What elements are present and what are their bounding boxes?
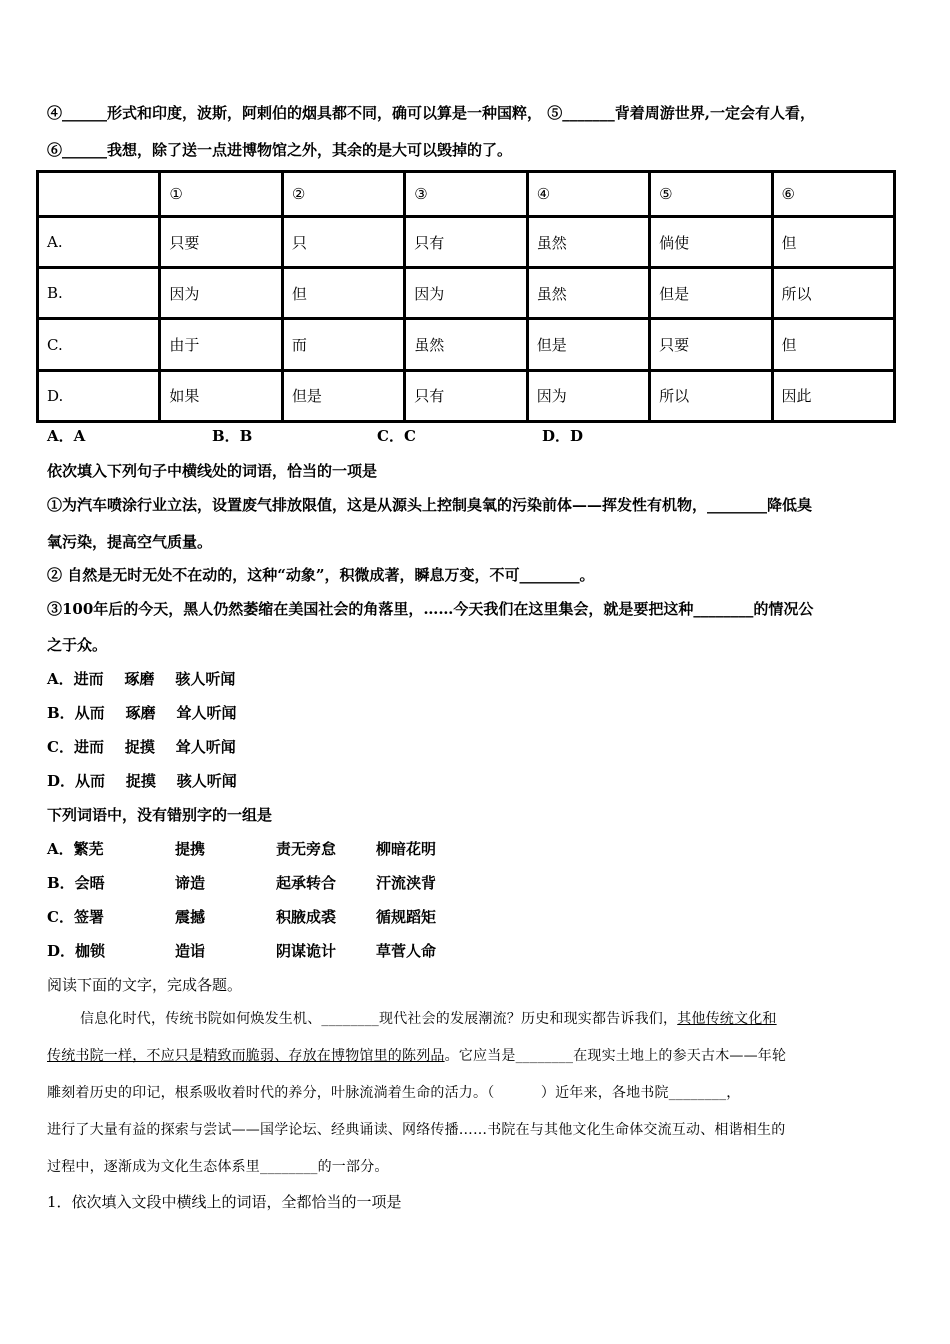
table-cell: ④	[527, 172, 649, 217]
fill-sentence-3b: 之于众。	[47, 636, 108, 654]
table-cell: ⑤	[650, 172, 772, 217]
table-cell: 只要	[160, 216, 282, 267]
fill-option-a[interactable]: A．进而 琢磨 骇人听闻	[47, 670, 236, 688]
fill-option-c[interactable]: C．进而 捉摸 耸人听闻	[47, 738, 236, 756]
table-row	[38, 268, 895, 319]
table-row	[38, 216, 895, 267]
word: A．繁芜	[47, 840, 104, 858]
table-cell: 因为	[405, 268, 527, 319]
word: 积腋成裘	[276, 908, 337, 926]
fill-option-b[interactable]: B．从而 琢磨 耸人听闻	[47, 704, 237, 722]
word: 提携	[175, 840, 206, 858]
word: 起承转合	[276, 874, 337, 892]
table-header-row	[38, 172, 895, 217]
word: 阴谋诡计	[276, 942, 337, 960]
table-cell: D.	[38, 370, 160, 421]
table-cell: 但是	[527, 319, 649, 370]
word: 柳暗花明	[376, 840, 437, 858]
table-cell: 因为	[527, 370, 649, 421]
word: 汗流浃背	[376, 874, 437, 892]
table-cell: 虽然	[405, 319, 527, 370]
table-cell: 但	[282, 268, 404, 319]
fill-sentence-1a: ①为汽车喷涂行业立法，设置废气排放限值，这是从源头上控制臭氧的污染前体——挥发性有机物，________降低臭	[47, 496, 813, 514]
table-cell: 如果	[160, 370, 282, 421]
passage-line-2	[47, 1046, 786, 1066]
word: 谛造	[175, 874, 206, 892]
table-cell: ①	[160, 172, 282, 217]
word: B．会晤	[47, 874, 105, 892]
fill-sentence-2: ② 自然是无时无处不在动的，这种“动象”，积微成著，瞬息万变，不可________。	[47, 566, 595, 584]
word: 草菅人命	[376, 942, 437, 960]
table-cell: 倘使	[650, 216, 772, 267]
passage-intro: 阅读下面的文字，完成各题。	[47, 976, 243, 994]
underlined-sentence: 其他传统文化和	[677, 1011, 777, 1027]
table-cell: 只	[282, 216, 404, 267]
fill-sentence-1b: 氧污染，提高空气质量。	[47, 533, 213, 551]
passage-line-3: 雕刻着历史的印记，根系吸收着时代的养分，叶脉流淌着生命的活力。（ ）近年来，各地书院________，	[47, 1085, 741, 1101]
passage-text: 。它应当是________在现实土地上的参天古木——年轮	[444, 1048, 787, 1064]
table-cell	[38, 172, 160, 217]
word: 责无旁怠	[276, 840, 337, 858]
passage-line-5: 过程中，逐渐成为文化生态体系里________的一部分。	[47, 1159, 389, 1175]
table-row	[38, 319, 895, 370]
table-cell: 只要	[650, 319, 772, 370]
table-cell: ⑥	[772, 172, 894, 217]
table-cell: C.	[38, 319, 160, 370]
prev-question-line-2: ⑥______我想，除了送一点进博物馆之外，其余的是大可以毁掉的了。	[47, 141, 513, 159]
table-cell: ③	[405, 172, 527, 217]
table-cell: 所以	[772, 268, 894, 319]
word: 循规蹈矩	[376, 908, 437, 926]
table-cell: 但是	[650, 268, 772, 319]
passage-line-4: 进行了大量有益的探索与尝试——国学论坛、经典诵读、网络传播……书院在与其他文化生命体交流互动、相谐相生的	[47, 1122, 786, 1138]
table-cell: 但	[772, 319, 894, 370]
table-cell: 但是	[282, 370, 404, 421]
passage-text: 信息化时代，传统书院如何焕发生机、________现代社会的发展潮流？历史和现实都告诉我们，	[80, 1011, 678, 1027]
table-cell: 因此	[772, 370, 894, 421]
table-cell: 虽然	[527, 268, 649, 319]
typo-question-stem: 下列词语中，没有错别字的一组是	[47, 806, 273, 824]
fill-question-stem: 依次填入下列句子中横线处的词语，恰当的一项是	[47, 462, 378, 480]
word: 震撼	[175, 908, 206, 926]
answer-options-table	[36, 170, 896, 423]
table-cell: 由于	[160, 319, 282, 370]
word: 造诣	[175, 942, 206, 960]
table-cell: 虽然	[527, 216, 649, 267]
passage-line-1	[80, 1009, 777, 1029]
table-row	[38, 370, 895, 421]
option-d[interactable]: D．D	[542, 427, 584, 445]
table-cell: A.	[38, 216, 160, 267]
table-cell: 而	[282, 319, 404, 370]
prev-question-line-1: ④______形式和印度，波斯，阿剌伯的烟具都不同，确可以算是一种国粹， ⑤_______背着周游世界,一定会有人看，	[47, 104, 815, 122]
table-cell: B.	[38, 268, 160, 319]
fill-option-d[interactable]: D．从而 捉摸 骇人听闻	[47, 772, 237, 790]
option-b[interactable]: B．B	[212, 427, 253, 445]
word: C．签署	[47, 908, 104, 926]
table-cell: 只有	[405, 216, 527, 267]
table-cell: 只有	[405, 370, 527, 421]
table-cell: 但	[772, 216, 894, 267]
passage-question-1: 1．依次填入文段中横线上的词语，全都恰当的一项是	[47, 1193, 402, 1211]
fill-sentence-3a: ③100年后的今天，黑人仍然萎缩在美国社会的角落里，……今天我们在这里集会，就是要把这种________的情况公	[47, 600, 814, 618]
option-a[interactable]: A．A	[47, 427, 86, 445]
option-c[interactable]: C．C	[377, 427, 416, 445]
table-cell: 所以	[650, 370, 772, 421]
table-cell: ②	[282, 172, 404, 217]
word: D．枷锁	[47, 942, 106, 960]
underlined-sentence: 传统书院一样，不应只是精致而脆弱、存放在博物馆里的陈列品	[47, 1048, 445, 1064]
table-cell: 因为	[160, 268, 282, 319]
